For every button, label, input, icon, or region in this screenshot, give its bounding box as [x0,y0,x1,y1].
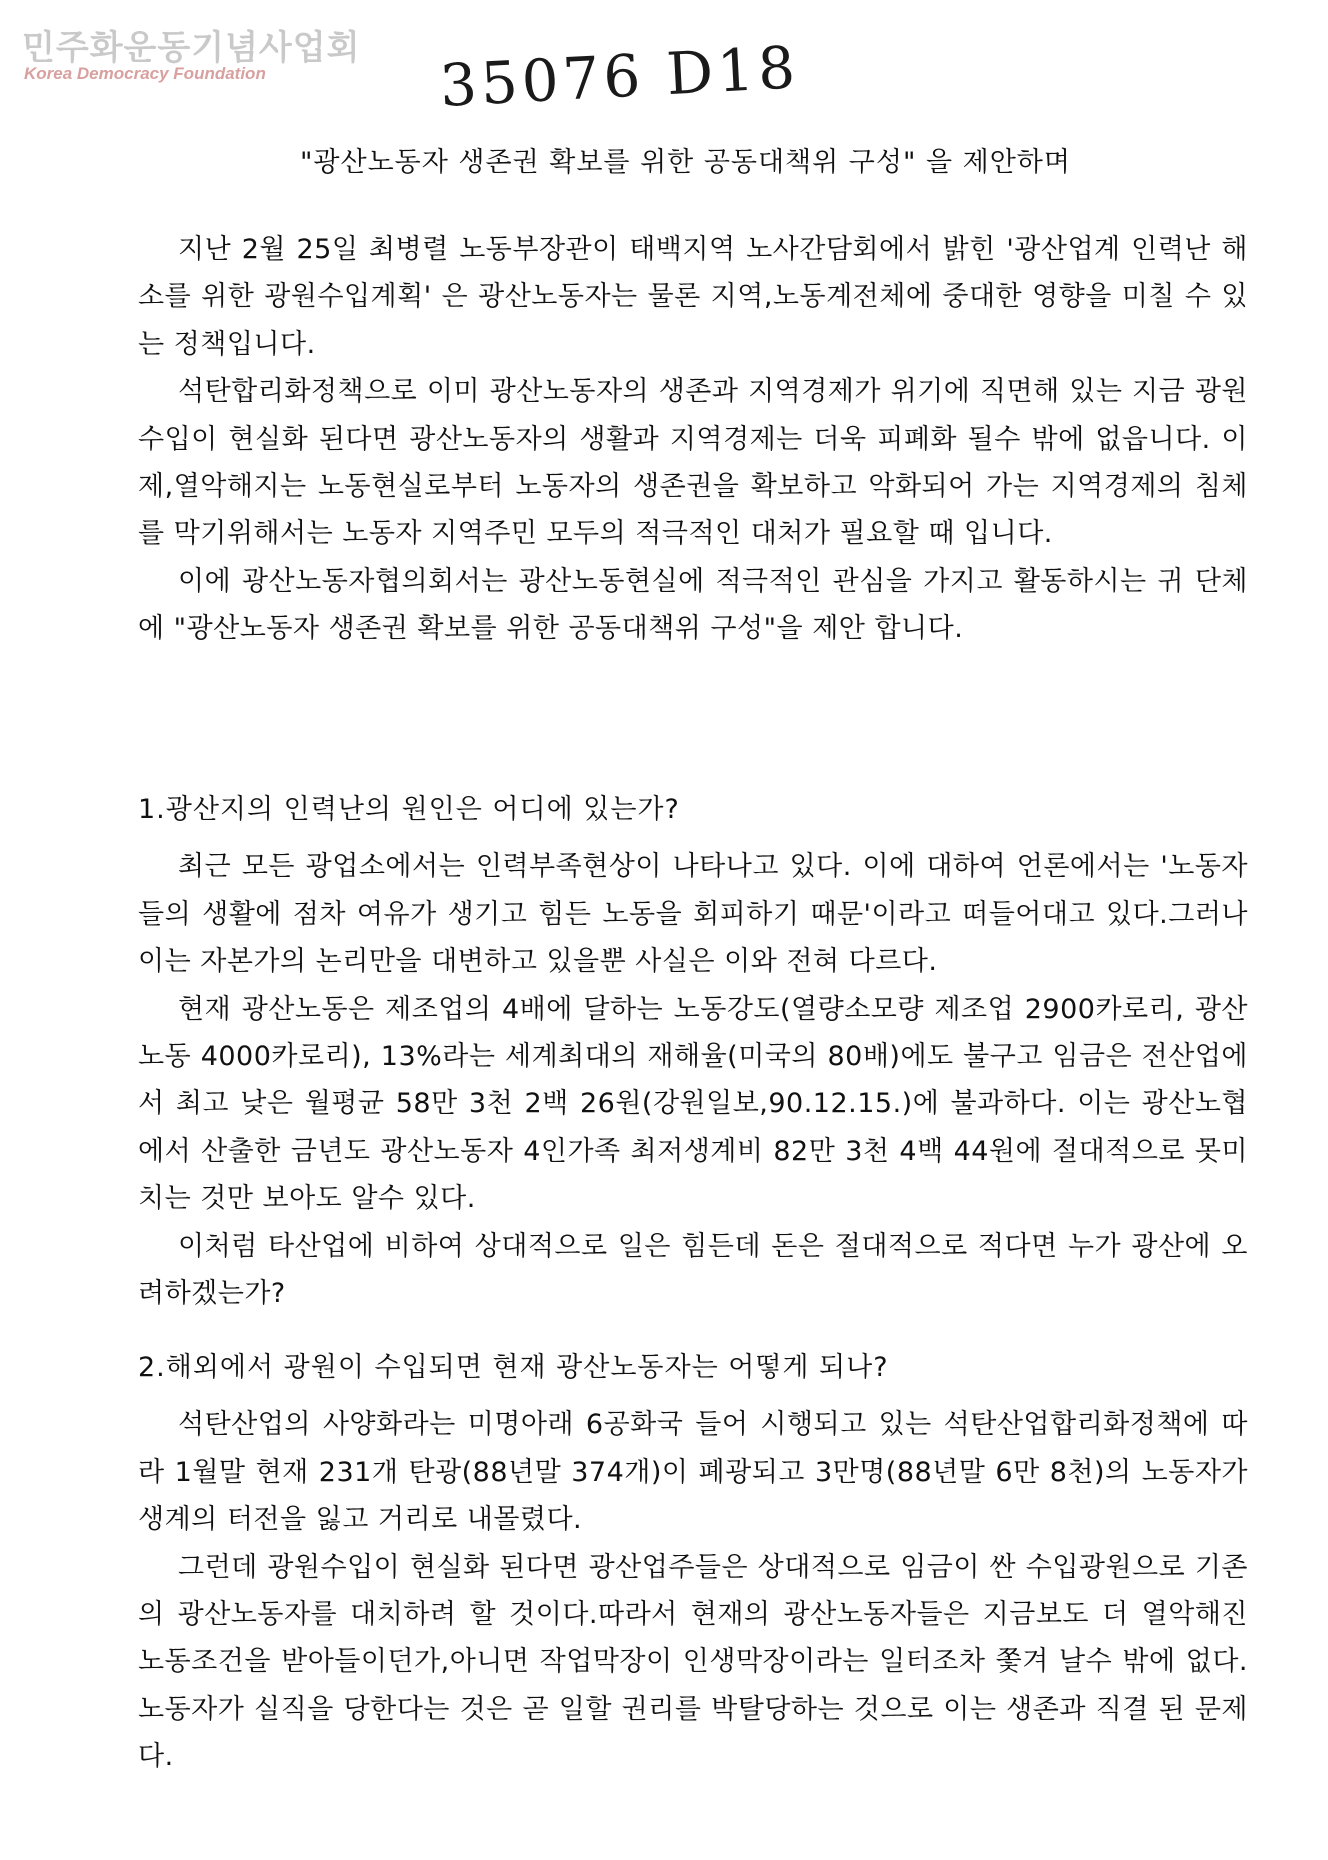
section-paragraph: 석탄산업의 사양화라는 미명아래 6공화국 들어 시행되고 있는 석탄산업합리화정책에 따라 1월말 현재 231개 탄광(88년말 374개)이 폐광되고 3만명(88년말 6만 8천)의 노동자가 생계의 터전을 잃고 거리로 내몰렸다. [138,1409,1248,1536]
section-paragraph: 현재 광산노동은 제조업의 4배에 달하는 노동강도(열량소모량 제조업 2900카로리, 광산노동 4000카로리), 13%라는 세계최대의 재해율(미국의 80배)에도 불구고 임금은 전산업에서 최고 낮은 월평균 58만 3천 2백 26원(강원일보,90.12.15.)에 불과하다. 이는 광산노협에서 산출한 금년도 광산노동자 4인가족 최저생계비 82만 3천 4백 44원에 절대적으로 못미치는 것만 보아도 알수 있다. [138,993,1248,1215]
section-paragraph: 이처럼 타산업에 비하여 상대적으로 일은 힘든데 돈은 절대적으로 적다면 누가 광산에 오려하겠는가? [138,1230,1248,1310]
watermark-organization-english: Korea Democracy Foundation [24,64,266,83]
intro-paragraph: 석탄합리화정책으로 이미 광산노동자의 생존과 지역경제가 위기에 직면해 있는 지금 광원수입이 현실화 된다면 광산노동자의 생활과 지역경제는 더욱 피폐화 될수 밖에 없읍니다. 이제,열악해지는 노동현실로부터 노동자의 생존권을 확보하고 악화되어 가는 지역경제의 침체를 막기위해서는 노동자 지역주민 모두의 적극적인 대처가 필요할 때 입니다. [138,376,1248,550]
document-title: "광산노동자 생존권 확보를 위한 공동대책위 구성" 을 제안하며 [300,147,1071,178]
handwritten-document-number: 35076 D18 [438,33,801,120]
intro-paragraph: 지난 2월 25일 최병렬 노동부장관이 태백지역 노사간담회에서 밝힌 '광산업계 인력난 해소를 위한 광원수입계획' 은 광산노동자는 물론 지역,노동계전체에 중대한 영향을 미칠 수 있는 정책입니다. [138,234,1248,360]
section-heading: 2.해외에서 광원이 수입되면 현재 광산노동자는 어떻게 되나? [138,1352,889,1383]
intro-section [138,226,1248,653]
section-heading: 1.광산지의 인력난의 원인은 어디에 있는가? [138,794,680,825]
section-2 [138,1344,1248,1781]
section-paragraph: 최근 모든 광업소에서는 인력부족현상이 나타나고 있다. 이에 대하여 언론에서는 '노동자들의 생활에 점차 여유가 생기고 힘든 노동을 회피하기 때문'이라고 떠들어대고 있다.그러나 이는 자본가의 논리만을 대변하고 있을뿐 사실은 이와 전혀 다르다. [138,851,1248,978]
intro-paragraph: 이에 광산노동자협의회서는 광산노동현실에 적극적인 관심을 가지고 활동하시는 귀 단체에 "광산노동자 생존권 확보를 위한 공동대책위 구성"을 제안 합니다. [138,565,1248,645]
section-1 [138,786,1248,1317]
section-paragraph: 그런데 광원수입이 현실화 된다면 광산업주들은 상대적으로 임금이 싼 수입광원으로 기존의 광산노동자를 대치하려 할 것이다.따라서 현재의 광산노동자들은 지금보도 더 열악해진 노동조건을 받아들이던가,아니면 작업막장이 인생막장이라는 일터조차 쫓겨 날수 밖에 없다. 노동자가 실직을 당한다는 것은 곧 일할 권리를 박탈당하는 것으로 이는 생존과 직결 된 문제다. [138,1551,1248,1773]
watermark-organization-korean: 민주화운동기념사업회 [22,28,361,68]
